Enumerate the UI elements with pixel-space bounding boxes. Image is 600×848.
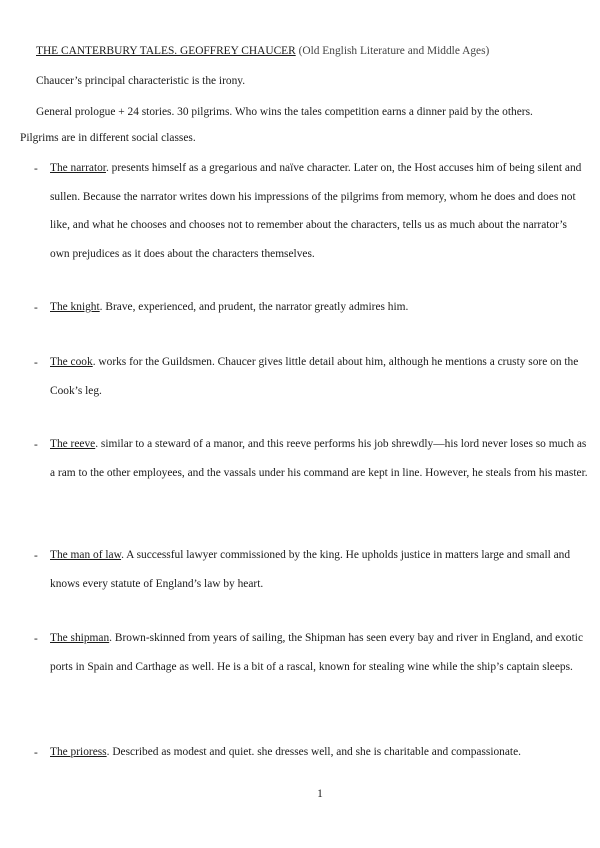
page-number: 1 (317, 788, 323, 800)
document-title-line (36, 44, 489, 58)
item-text: . A successful lawyer commissioned by the king. He upholds justice in matters large and small and knows every statute of England’s law by heart. (50, 549, 571, 590)
list-item-prioress (50, 738, 588, 767)
bullet-dash: - (34, 302, 38, 314)
list-item-knight (50, 293, 588, 322)
item-text: . Brave, experienced, and prudent, the narrator greatly admires him. (99, 301, 409, 313)
item-text: . Described as modest and quiet. she dresses well, and she is charitable and compassionate. (106, 746, 521, 758)
list-item-shipman (50, 624, 588, 681)
item-text: . Brown-skinned from years of sailing, the Shipman has seen every bay and river in England, and exotic ports in Spain and Carthage as well. He is a bit of a rascal, known for stealing wine while the ship’s captain sleeps. (50, 632, 584, 673)
bullet-dash: - (34, 163, 38, 175)
list-item-reeve (50, 430, 588, 487)
bullet-dash: - (34, 439, 38, 451)
item-name: The shipman (50, 632, 110, 644)
item-text: . similar to a steward of a manor, and this reeve performs his job shrewdly—his lord never loses so much as a ram to the other employees, and the vassals under his command are kept in line. However, he steals from his master. (50, 438, 588, 479)
item-name: The man of law (50, 549, 122, 561)
item-text: . works for the Guildsmen. Chaucer gives little detail about him, although he mentions a crusty sore on the Cook’s leg. (50, 356, 579, 397)
prologue-paragraph-line-1: General prologue + 24 stories. 30 pilgrims. Who wins the tales competition earns a dinner paid by the others. (36, 106, 533, 118)
document-subtitle: (Old English Literature and Middle Ages) (298, 45, 490, 57)
bullet-dash: - (34, 550, 38, 562)
item-text: . presents himself as a gregarious and naïve character. Later on, the Host accuses him of being silent and sullen. Because the narrator writes down his impressions of the pilgrims from memory, whom he does and does not like, and what he chooses and chooses not to remember about the characters, tells us as much about the narrator’s own prejudices as it does about the characters themselves. (50, 162, 582, 260)
item-name: The knight (50, 301, 100, 313)
item-name: The prioress (50, 746, 107, 758)
bullet-dash: - (34, 747, 38, 759)
item-name: The reeve (50, 438, 96, 450)
bullet-dash: - (34, 633, 38, 645)
list-item-cook (50, 348, 588, 405)
list-item-narrator (50, 154, 588, 268)
intro-paragraph: Chaucer’s principal characteristic is the irony. (36, 75, 246, 87)
item-name: The narrator (50, 162, 106, 174)
document-title: THE CANTERBURY TALES. GEOFFREY CHAUCER (36, 45, 296, 57)
item-name: The cook (50, 356, 93, 368)
prologue-paragraph-line-2: Pilgrims are in different social classes. (20, 132, 196, 144)
bullet-dash: - (34, 357, 38, 369)
list-item-man-of-law (50, 541, 588, 598)
